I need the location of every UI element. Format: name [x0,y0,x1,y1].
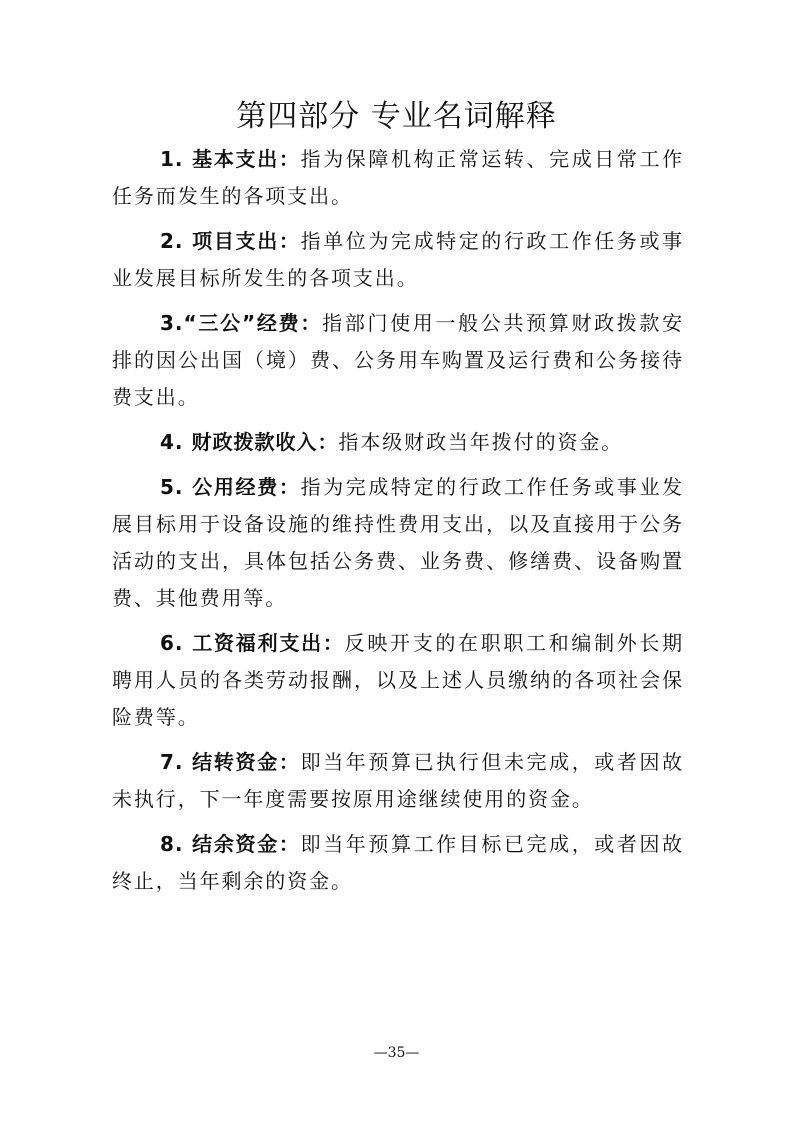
definition-item [112,744,684,818]
definition-text: 指单位为完成特定的行政工作任务或事业发展目标所发生的各项支出。 [112,229,684,290]
definition-term: 5. 公用经费： [160,475,301,499]
definition-text: 指部门使用一般公共预算财政拨款安排的因公出国（境）费、公务用车购置及运行费和公务接待费支出。 [112,311,684,409]
definition-term: 2. 项目支出： [160,229,301,253]
definition-text: 指本级财政当年拨付的资金。 [338,430,624,454]
definition-text: 即当年预算工作目标已完成，或者因故终止，当年剩余的资金。 [112,832,684,893]
definition-term: 6. 工资福利支出： [160,631,345,655]
definition-term: 7. 结转资金： [160,750,301,774]
definition-item [112,141,684,215]
definition-text: 指为保障机构正常运转、完成日常工作任务而发生的各项支出。 [112,147,684,208]
definition-item [112,424,684,461]
definition-term: 1. 基本支出： [160,147,301,171]
definition-term: 4. 财政拨款收入： [160,430,339,454]
definition-text: 即当年预算已执行但未完成，或者因故未执行，下一年度需要按原用途继续使用的资金。 [112,750,684,811]
definition-term: 8. 结余资金： [160,832,301,856]
definition-item [112,826,684,900]
definition-item [112,625,684,736]
definition-text: 指为完成特定的行政工作任务或事业发展目标用于设备设施的维持性费用支出，以及直接用于公务活动的支出，具体包括公务费、业务费、修缮费、设备购置费、其他费用等。 [112,475,684,610]
definitions-list [112,141,684,908]
definition-item [112,305,684,416]
page-number: —35— [373,1045,420,1061]
page-title: 第四部分 专业名词解释 [236,99,557,134]
definition-text: 反映开支的在职职工和编制外长期聘用人员的各类劳动报酬，以及上述人员缴纳的各项社会保险费等。 [112,631,684,729]
definition-term: 3.“三公”经费： [160,311,323,335]
definition-item [112,223,684,297]
definition-item [112,469,684,617]
